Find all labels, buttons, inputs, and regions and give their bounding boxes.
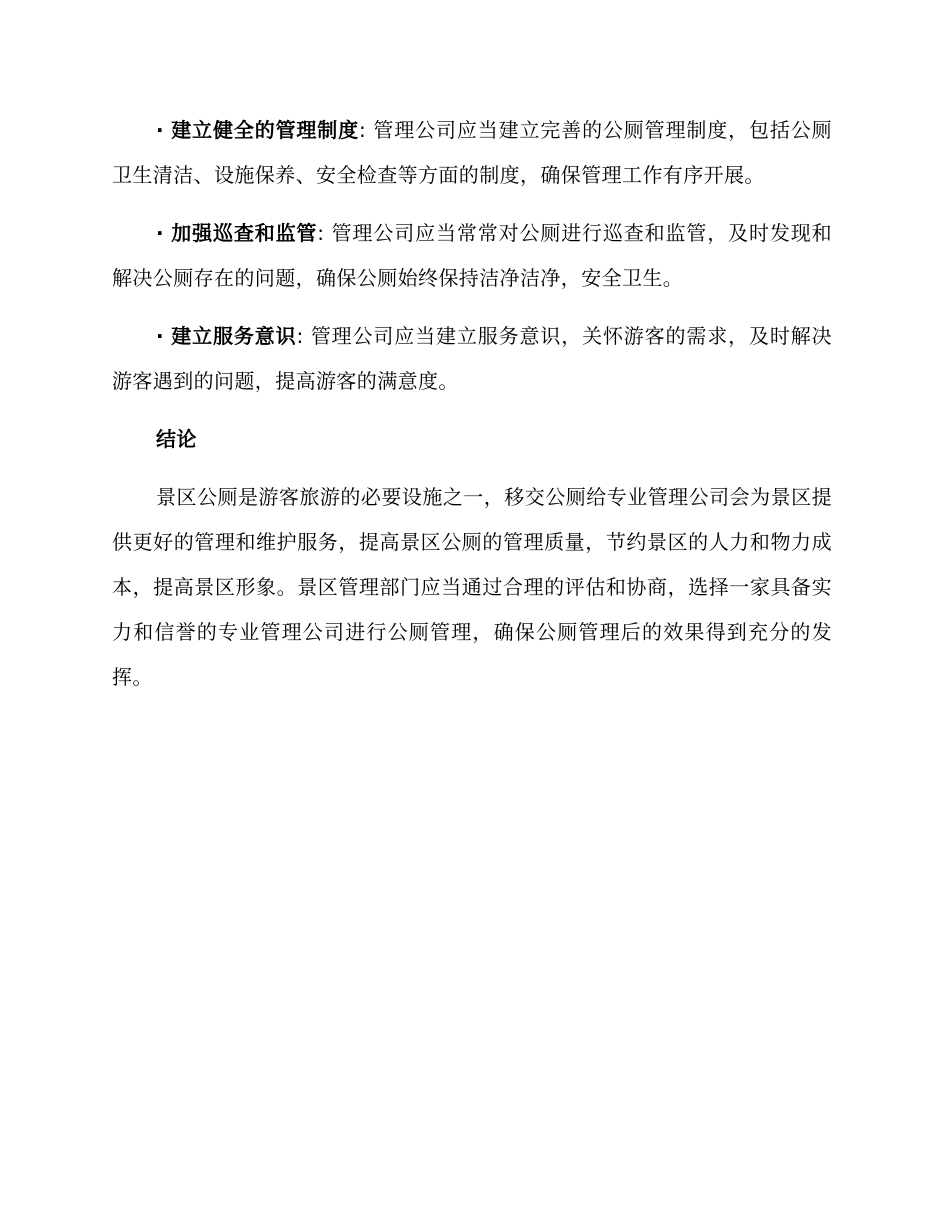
bullet-marker: · <box>156 118 164 142</box>
bullet-item-management-system <box>112 108 832 198</box>
bullet-title: 建立健全的管理制度 <box>171 118 360 142</box>
bullet-separator: : <box>359 118 367 142</box>
bullet-title: 加强巡查和监管 <box>171 221 318 245</box>
bullet-text: 管理公司应当建立服务意识，关怀游客的需求，及时解决游客遇到的问题，提高游客的满意度。 <box>112 324 833 393</box>
section-heading-conclusion: 结论 <box>156 427 197 451</box>
bullet-text: 管理公司应当常常对公厕进行巡查和监管，及时发现和解决公厕存在的问题，确保公厕始终保持洁净洁净，安全卫生。 <box>112 221 832 290</box>
bullet-item-inspection <box>112 211 832 301</box>
bullet-title: 建立服务意识 <box>171 324 297 348</box>
conclusion-paragraph: 景区公厕是游客旅游的必要设施之一，移交公厕给专业管理公司会为景区提供更好的管理和维护服务，提高景区公厕的管理质量，节约景区的人力和物力成本，提高景区形象。景区管理部门应当通过合理的评估和协商，选择一家具备实力和信誉的专业管理公司进行公厕管理，确保公厕管理后的效果得到充分的发挥。 <box>112 485 832 689</box>
bullet-marker: · <box>156 221 164 245</box>
bullet-item-service <box>112 314 832 404</box>
bullet-separator: : <box>317 221 325 245</box>
bullet-text: 管理公司应当建立完善的公厕管理制度，包括公厕卫生清洁、设施保养、安全检查等方面的制度，确保管理工作有序开展。 <box>112 118 832 187</box>
document-page <box>112 108 832 700</box>
bullet-separator: : <box>296 324 304 348</box>
bullet-marker: · <box>156 324 164 348</box>
